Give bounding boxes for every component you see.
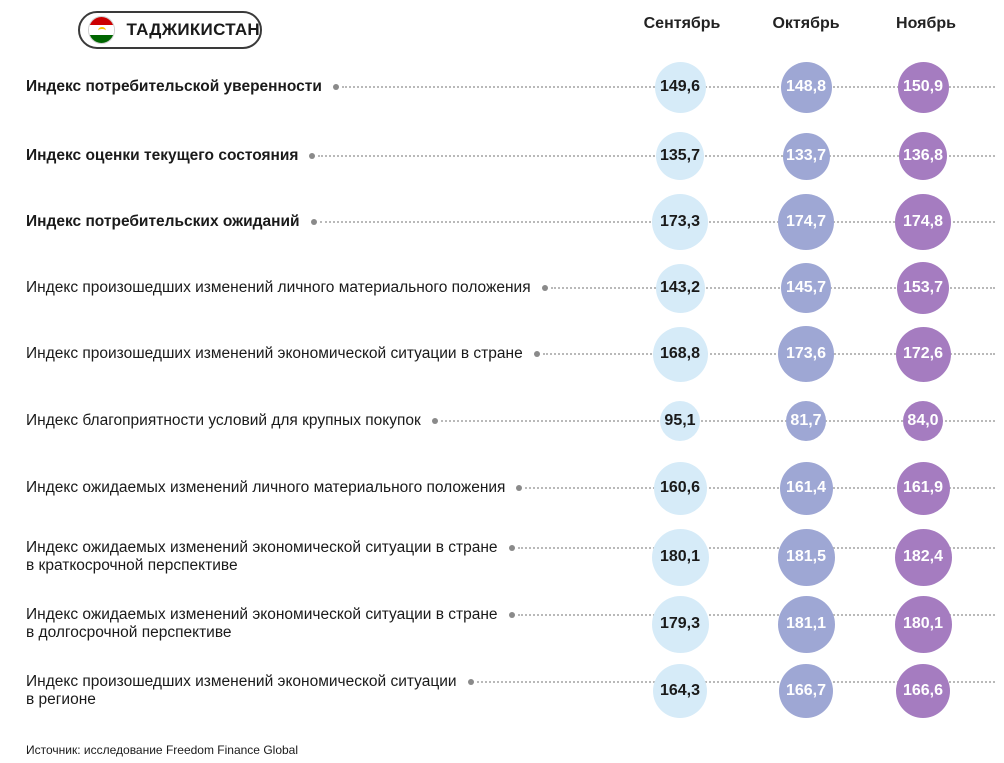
row-label: Индекс ожидаемых изменений личного материального положения xyxy=(26,479,506,496)
value-circle-october: 81,7 xyxy=(786,401,826,441)
value-circle-november: 166,6 xyxy=(896,664,950,718)
row-bullet xyxy=(516,485,522,491)
value-circle-october: 174,7 xyxy=(778,194,834,250)
value-circle-november: 153,7 xyxy=(897,262,949,314)
row-bullet xyxy=(333,84,339,90)
row-bullet xyxy=(509,545,515,551)
value-circle-october: 161,4 xyxy=(780,462,833,515)
value-circle-october: 181,1 xyxy=(778,596,835,653)
value-circle-october: 173,6 xyxy=(778,326,834,382)
row-bullet xyxy=(509,612,515,618)
row-bullet xyxy=(468,679,474,685)
row-label: Индекс ожидаемых изменений экономической ситуации в стране в краткосрочной перспективе xyxy=(26,539,498,574)
row-label: Индекс благоприятности условий для крупных покупок xyxy=(26,412,421,429)
value-circle-november: 84,0 xyxy=(903,401,943,441)
row-label: Индекс произошедших изменений экономической ситуации в стране xyxy=(26,345,523,362)
value-circle-october: 145,7 xyxy=(781,263,831,313)
country-name: ТАДЖИКИСТАН xyxy=(126,20,260,39)
value-circle-october: 181,5 xyxy=(778,529,835,586)
value-circle-november: 174,8 xyxy=(895,194,951,250)
value-circle-november: 172,6 xyxy=(896,327,951,382)
tajikistan-flag-icon xyxy=(89,17,114,43)
value-circle-september: 173,3 xyxy=(652,194,708,250)
value-circle-september: 164,3 xyxy=(653,664,707,718)
row-bullet xyxy=(309,153,315,159)
value-circle-november: 150,9 xyxy=(898,62,949,113)
row-bullet xyxy=(534,351,540,357)
value-circle-september: 179,3 xyxy=(652,596,709,653)
row-bullet xyxy=(311,219,317,225)
value-circle-september: 149,6 xyxy=(655,62,706,113)
source-note: Источник: исследование Freedom Finance Global xyxy=(26,743,299,757)
value-circle-november: 161,9 xyxy=(897,462,950,515)
value-circle-september: 95,1 xyxy=(660,401,700,441)
value-circle-september: 135,7 xyxy=(656,132,704,180)
value-circle-november: 180,1 xyxy=(895,596,952,653)
value-circle-september: 143,2 xyxy=(656,264,705,313)
value-circle-october: 166,7 xyxy=(779,664,833,718)
row-label: Индекс потребительской уверенности xyxy=(26,78,322,95)
row-bullet xyxy=(432,418,438,424)
value-circle-november: 136,8 xyxy=(899,132,947,180)
row-label: Индекс ожидаемых изменений экономической ситуации в стране в долгосрочной перспективе xyxy=(26,606,498,641)
row-label: Индекс произошедших изменений личного материального положения xyxy=(26,279,531,296)
value-circle-october: 133,7 xyxy=(783,133,830,180)
column-header-november: Ноябрь xyxy=(896,15,956,32)
country-badge xyxy=(78,11,262,49)
value-circle-september: 168,8 xyxy=(653,327,708,382)
row-label: Индекс произошедших изменений экономической ситуации в регионе xyxy=(26,673,457,708)
column-header-september: Сентябрь xyxy=(643,15,721,32)
value-circle-september: 180,1 xyxy=(652,529,709,586)
value-circle-october: 148,8 xyxy=(781,62,832,113)
row-label: Индекс оценки текущего состояния xyxy=(26,147,299,164)
value-circle-november: 182,4 xyxy=(895,529,952,586)
row-bullet xyxy=(542,285,548,291)
row-label: Индекс потребительских ожиданий xyxy=(26,213,300,230)
value-circle-september: 160,6 xyxy=(654,462,707,515)
column-header-october: Октябрь xyxy=(772,15,840,32)
